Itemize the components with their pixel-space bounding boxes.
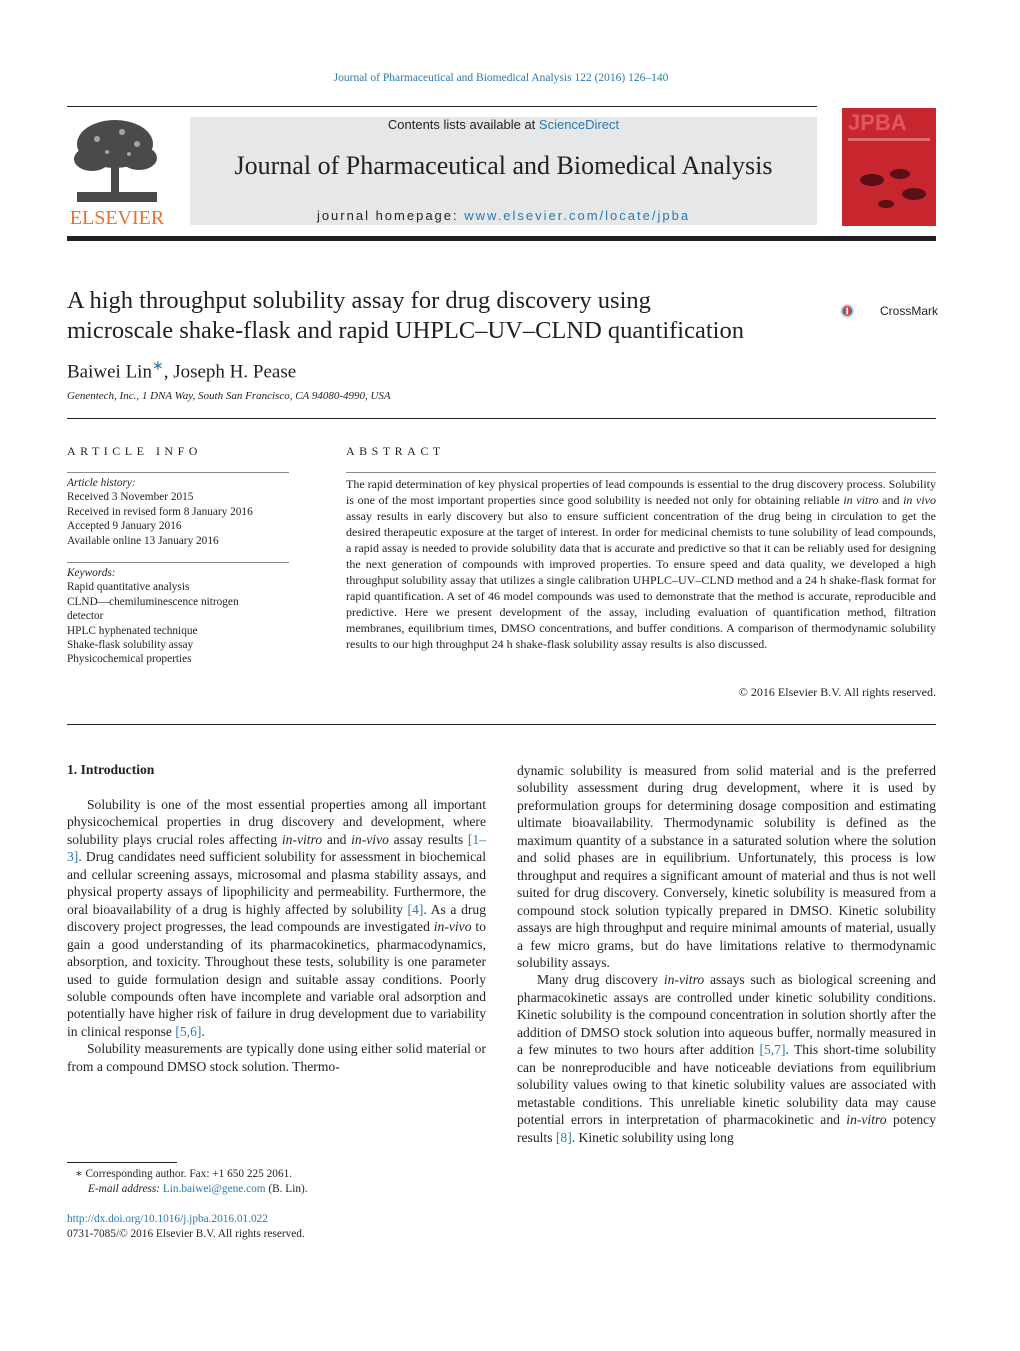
author-separator: , [163, 361, 174, 383]
abstract-copyright: © 2016 Elsevier B.V. All rights reserved. [738, 685, 936, 699]
abstract-text [346, 476, 936, 652]
homepage-prefix: journal homepage: [316, 208, 465, 223]
sciencedirect-link[interactable]: ScienceDirect [538, 117, 620, 132]
italic-run: in-vivo [433, 919, 472, 935]
text-run: assays such as biological screening and pharmacokinetic assays are controlled under kinetic solubility conditions. Kinetic solubility is the compound concentration in solution shortly after the addition of DMSO stock solution into aqueous buffer, normally measured in a few minutes to two hours after addition [517, 972, 936, 1058]
abstract-heading: ABSTRACT [346, 444, 445, 458]
reference-link[interactable]: [5,6] [175, 1023, 202, 1039]
body-divider [67, 724, 936, 725]
text-run: assay results [388, 831, 468, 847]
paragraph [67, 796, 486, 1040]
homepage-link[interactable]: www.elsevier.com/locate/jpba [464, 208, 691, 223]
italic-run: in-vitro [663, 972, 705, 988]
email-link[interactable]: Lin.baiwei@gene.com [162, 1182, 266, 1195]
history-item: Accepted 9 January 2016 [67, 520, 182, 533]
paragraph [517, 971, 936, 1146]
author-1[interactable]: Baiwei Lin [67, 361, 152, 383]
reference-link[interactable]: [8] [555, 1129, 572, 1145]
email-label: E-mail address: [88, 1182, 163, 1195]
italic-run: in-vitro [281, 831, 323, 847]
introduction-heading: 1. Introduction [67, 762, 155, 777]
italic-run: in-vivo [351, 831, 389, 847]
article-info-heading: ARTICLE INFO [67, 444, 202, 458]
keyword-item: Rapid quantitative analysis [67, 581, 190, 594]
text-run: Solubility is one of the most essential properties among all important physicochemical properties in drug discovery and development, where solubility plays crucial roles affecting [67, 797, 486, 847]
abstract-rule [346, 472, 936, 473]
contents-line [190, 117, 817, 132]
title-line-2: microscale shake-flask and rapid UHPLC–UV–CLND quantification [67, 317, 744, 344]
footnote-text: Corresponding author. Fax: +1 650 225 2061. [82, 1168, 293, 1180]
affiliation: Genentech, Inc., 1 DNA Way, South San Francisco, CA 94080-4990, USA [67, 390, 391, 402]
text-run: and [322, 831, 352, 847]
crossmark-label[interactable]: CrossMark [880, 304, 939, 318]
footnote-rule [67, 1162, 177, 1163]
reference-link[interactable]: [5,7] [759, 1042, 786, 1058]
keywords [67, 566, 289, 667]
history-item: Received in revised form 8 January 2016 [67, 505, 253, 518]
keyword-item: Physicochemical properties [67, 653, 192, 666]
issn-line: 0731-7085/© 2016 Elsevier B.V. All rights reserved. [67, 1227, 305, 1240]
history-label: Article history: [67, 477, 136, 489]
corresponding-line [75, 1167, 486, 1182]
header-divider [67, 106, 817, 107]
text-run: potency results [517, 1112, 936, 1145]
history-item: Available online 13 January 2016 [67, 534, 219, 547]
corresponding-footnote [67, 1167, 486, 1196]
section-divider [67, 418, 936, 419]
corresponding-mark[interactable]: ∗ [151, 359, 164, 374]
journal-title: Journal of Pharmaceutical and Biomedical Analysis [234, 151, 773, 180]
elsevier-wordmark: ELSEVIER [69, 207, 165, 229]
email-suffix: (B. Lin). [265, 1182, 308, 1195]
doi-block [67, 1212, 305, 1241]
paragraph: dynamic solubility is measured from solid material and is the preferred solubility assessment during drug development, where it is used by preformulation groups for determining dosage composition and estimating ultimate bioavailability. Thermodynamic solubility is defined as the maximum quantity of a substance in a saturated solution where the solution and solid phases are in equilibrium. Unfortunately, this process is low throughput and requires a significant amount of material and thus is not well suited for drug discovery. Conversely, kinetic solubility is measured from a compound stock solution typically prepared in DMSO. Kinetic solubility assays are high throughput and require minimal amounts of material, usually a few micro grams, but do have limitations relative to thermodynamic solubility assays. [517, 763, 936, 970]
keyword-item: CLND—chemiluminescence nitrogen [67, 595, 239, 608]
italic-run: in-vitro [846, 1112, 887, 1128]
contents-prefix: Contents lists available at [387, 117, 539, 132]
author-list [67, 358, 296, 383]
text-run: . As a drug discovery project progresses, the lead compounds are investigated [67, 901, 486, 935]
paragraph: Solubility measurements are typically done using either solid material or from a compound DMSO stock solution. Thermo- [67, 1041, 486, 1074]
email-line [75, 1182, 486, 1197]
reference-link[interactable]: [4] [407, 901, 424, 917]
text-run: . This short-time solubility can be nonreproducible and have noticeable deviations from equilibrium solubility values owing to that kinetic solubility values are associated with metastable conditions. This unreliable kinetic solubility data may cause potential errors in interpretation of pharmacokinetic and [517, 1042, 936, 1128]
reference-link[interactable]: [1–3] [67, 831, 486, 865]
article-title [67, 286, 807, 346]
keywords-label: Keywords: [67, 567, 116, 579]
history-item: Received 3 November 2015 [67, 491, 194, 504]
abstract-italic: in vivo [903, 493, 936, 507]
body-right-column [517, 762, 936, 1146]
abstract-part: The rapid determination of key physical properties of lead compounds is essential to the drug discovery process. Solubility is one of the most important properties since good solubility is needed not only for obtaining reliable [346, 477, 936, 507]
doi-link[interactable]: http://dx.doi.org/10.1016/j.jpba.2016.01.022 [67, 1213, 268, 1225]
abstract-part: and [878, 493, 904, 507]
text-run: . [201, 1023, 205, 1039]
text-run: to gain a good understanding of its pharmacokinetics, pharmacodynamics, absorption, and toxicity. Throughout these tests, solubility is one parameter used to guide formulation design and suitable assay conditions. Poorly soluble compounds often have incomplete and variable oral adsorption and potentially have higher risk of failure in drug development due to variability in clinical response [67, 919, 486, 1039]
text-run: . Drug candidates need sufficient solubility for assessment in biochemical and cellular screening assays, microsomal and plasma stability assays, and physical property assays of lipophilicity and permeability. Furthermore, the oral bioavailability of a drug is highly affected by solubility [67, 849, 486, 917]
author-2[interactable]: Joseph H. Pease [173, 361, 297, 383]
text-run: . Kinetic solubility using long [571, 1129, 734, 1145]
title-line-1: A high throughput solubility assay for drug discovery using [67, 287, 651, 314]
homepage-line [190, 208, 817, 223]
cover-art [842, 108, 936, 226]
keyword-item: detector [67, 610, 104, 623]
header-thick-rule [67, 236, 936, 241]
text-run: Many drug discovery [537, 972, 664, 988]
body-left-column [67, 796, 486, 1075]
cover-title: JPBA [848, 110, 907, 135]
article-info-rule [67, 472, 289, 473]
journal-cover-thumbnail[interactable] [842, 108, 936, 226]
footnote-mark: ∗ [75, 1168, 83, 1180]
abstract-part: assay results in early discovery but also to ensure sufficient concentration of the drug being in circulation to get the desired therapeutic exposure at the target of interest. In order for medicinal chemists to tune solubility of lead compounds, a rapid assay is needed to provide solubility data that is accurate and predictive so that it can be reliably used for designing the next generation of compounds with improved properties. To ensure speed and data quality, we developed a high throughput solubility assay that utilizes a single calibration UHPLC–UV–CLND method and a 24 h shake-flask format for rapid quantification. A set of 46 model compounds was used to demonstrate that the method is accurate, reproducible and predictive. Here we present development of the assay, including evaluation of quantification method, filtration membranes, equilibrium times, DMSO concentrations, and buffer conditions. A comparison of thermodynamic solubility results to our high throughput 24 h shake-flask solubility assay results is also discussed. [346, 509, 936, 651]
journal-citation[interactable]: Journal of Pharmaceutical and Biomedical Analysis 122 (2016) 126–140 [333, 72, 669, 84]
crossmark-icon[interactable] [840, 292, 878, 330]
keyword-item: Shake-flask solubility assay [67, 639, 194, 652]
keyword-item: HPLC hyphenated technique [67, 624, 198, 637]
abstract-italic: in vitro [843, 493, 879, 507]
article-history [67, 476, 289, 548]
keywords-rule [67, 562, 289, 563]
